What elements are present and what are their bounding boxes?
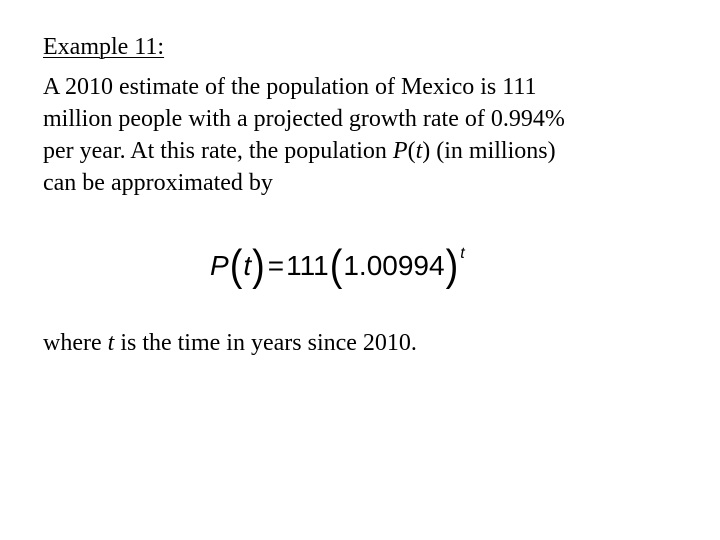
- example-heading: Example 11:: [43, 34, 165, 60]
- population-variable: t: [415, 138, 423, 164]
- formula-equals: =: [267, 250, 285, 281]
- closing-prefix: where: [43, 330, 108, 356]
- statement-line-1: A 2010 estimate of the population of Mexico is 111: [43, 74, 537, 100]
- formula-paren-open: (: [229, 241, 243, 291]
- formula-variable: t: [243, 250, 252, 281]
- formula-paren-close: ): [252, 241, 265, 291]
- closing-suffix: is the time in years since 2010.: [114, 330, 417, 356]
- closing-statement: [43, 327, 417, 359]
- problem-statement: [43, 71, 683, 199]
- closing-variable: t: [107, 330, 115, 356]
- population-paren-open: (: [407, 138, 416, 164]
- statement-line-4: can be approximated by: [43, 170, 273, 196]
- formula-coefficient: 111: [286, 250, 329, 281]
- formula-base-paren-close: ): [445, 241, 459, 291]
- formula-base: 1.00994: [343, 250, 445, 281]
- population-formula: [210, 238, 465, 294]
- units-note: (in millions): [430, 138, 556, 164]
- population-paren-close: ): [422, 138, 431, 164]
- formula-base-paren-open: (: [329, 241, 343, 291]
- statement-line-3-text: per year. At this rate, the population: [43, 138, 393, 164]
- population-function-name: P: [392, 138, 408, 164]
- statement-line-3: [43, 135, 683, 167]
- formula-function-name: P: [210, 250, 229, 281]
- statement-line-2: million people with a projected growth rate of 0.994%: [43, 106, 565, 132]
- formula-exponent: t: [460, 245, 465, 262]
